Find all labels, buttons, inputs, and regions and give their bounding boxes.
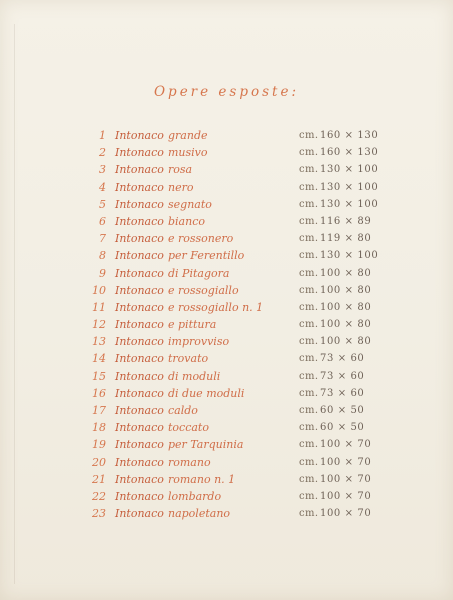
work-dimensions: 60 × 50 xyxy=(320,422,365,434)
work-unit: cm. xyxy=(299,422,319,434)
work-unit: cm. xyxy=(299,370,319,382)
work-row xyxy=(0,436,453,453)
work-title: lombardo xyxy=(168,489,222,503)
work-title: di due moduli xyxy=(168,386,245,400)
work-type: Intonaco xyxy=(115,455,164,469)
work-dimensions: 100 × 80 xyxy=(320,336,372,348)
work-type: Intonaco xyxy=(115,421,164,435)
work-type: Intonaco xyxy=(115,146,164,160)
work-type: Intonaco xyxy=(115,163,164,177)
work-row xyxy=(0,350,453,367)
work-row xyxy=(0,179,453,196)
work-number: 10 xyxy=(92,283,106,297)
work-number: 6 xyxy=(99,214,106,228)
work-type: Intonaco xyxy=(115,472,164,486)
work-title: e rossogiallo n. 1 xyxy=(168,300,264,314)
work-number: 12 xyxy=(92,318,106,332)
work-unit: cm. xyxy=(299,456,319,468)
work-type: Intonaco xyxy=(115,249,164,263)
work-dimensions: 160 × 130 xyxy=(320,130,379,141)
work-number: 5 xyxy=(99,197,106,211)
work-dimensions: 130 × 100 xyxy=(320,198,379,210)
work-number: 17 xyxy=(92,404,106,417)
work-title: musivo xyxy=(168,146,208,160)
work-number: 13 xyxy=(92,335,106,349)
work-dimensions: 116 × 89 xyxy=(320,215,372,227)
work-unit: cm. xyxy=(299,250,319,262)
work-dimensions: 100 × 70 xyxy=(320,439,372,451)
work-dimensions: 100 × 70 xyxy=(320,508,372,520)
work-number: 8 xyxy=(99,249,106,263)
work-number: 18 xyxy=(92,421,106,435)
work-number: 16 xyxy=(92,386,106,400)
work-number: 23 xyxy=(92,507,106,521)
work-unit: cm. xyxy=(299,130,319,141)
work-title: e rossogiallo xyxy=(168,283,239,297)
work-title: segnato xyxy=(168,197,212,211)
work-row xyxy=(0,161,453,178)
work-dimensions: 100 × 70 xyxy=(320,490,372,502)
work-type: Intonaco xyxy=(115,335,164,349)
work-unit: cm. xyxy=(299,147,319,159)
work-row xyxy=(0,265,453,282)
work-title: di Pitagora xyxy=(168,266,230,280)
work-number: 11 xyxy=(92,300,106,314)
work-dimensions: 119 × 80 xyxy=(320,233,372,245)
work-row xyxy=(0,316,453,333)
work-title: romano xyxy=(168,455,211,469)
work-unit: cm. xyxy=(299,473,319,485)
work-row xyxy=(0,419,453,436)
work-row xyxy=(0,385,453,402)
work-type: Intonaco xyxy=(115,232,164,246)
work-unit: cm. xyxy=(299,508,319,520)
work-row xyxy=(0,144,453,161)
work-row xyxy=(0,230,453,247)
work-type: Intonaco xyxy=(115,197,164,211)
work-number: 4 xyxy=(99,180,106,194)
work-type: Intonaco xyxy=(115,489,164,503)
work-dimensions: 130 × 100 xyxy=(320,250,379,262)
work-row xyxy=(0,247,453,264)
work-title: grande xyxy=(168,129,208,142)
work-title: nero xyxy=(168,180,194,194)
work-title: rosa xyxy=(168,163,193,177)
work-title: bianco xyxy=(168,214,205,228)
work-unit: cm. xyxy=(299,353,319,365)
work-unit: cm. xyxy=(299,439,319,451)
work-number: 1 xyxy=(99,129,106,142)
work-type: Intonaco xyxy=(115,386,164,400)
work-type: Intonaco xyxy=(115,266,164,280)
work-title: e rossonero xyxy=(168,232,234,246)
work-dimensions: 60 × 50 xyxy=(320,405,365,416)
work-type: Intonaco xyxy=(115,129,164,142)
work-row xyxy=(0,196,453,213)
work-dimensions: 130 × 100 xyxy=(320,164,379,176)
work-unit: cm. xyxy=(299,387,319,399)
work-number: 22 xyxy=(92,489,106,503)
work-unit: cm. xyxy=(299,267,319,279)
work-row xyxy=(0,488,453,505)
work-dimensions: 100 × 70 xyxy=(320,456,372,468)
work-number: 15 xyxy=(92,369,106,383)
work-title: caldo xyxy=(168,404,198,417)
work-row xyxy=(0,505,453,522)
work-row xyxy=(0,333,453,350)
work-dimensions: 100 × 80 xyxy=(320,319,372,331)
work-dimensions: 73 × 60 xyxy=(320,387,365,399)
work-unit: cm. xyxy=(299,215,319,227)
work-type: Intonaco xyxy=(115,404,164,417)
work-unit: cm. xyxy=(299,181,319,193)
work-unit: cm. xyxy=(299,301,319,313)
work-title: napoletano xyxy=(168,507,231,521)
work-type: Intonaco xyxy=(115,180,164,194)
work-number: 2 xyxy=(99,146,106,160)
work-dimensions: 100 × 80 xyxy=(320,267,372,279)
work-number: 20 xyxy=(92,455,106,469)
work-title: improvviso xyxy=(168,335,230,349)
work-number: 7 xyxy=(99,232,106,246)
work-unit: cm. xyxy=(299,319,319,331)
work-row xyxy=(0,471,453,488)
work-unit: cm. xyxy=(299,336,319,348)
work-unit: cm. xyxy=(299,284,319,296)
work-row xyxy=(0,368,453,385)
work-type: Intonaco xyxy=(115,352,164,366)
work-type: Intonaco xyxy=(115,318,164,332)
work-row xyxy=(0,454,453,471)
work-dimensions: 160 × 130 xyxy=(320,147,379,159)
work-number: 19 xyxy=(92,438,106,452)
work-row xyxy=(0,299,453,316)
work-title: trovato xyxy=(168,352,209,366)
works-list xyxy=(0,127,453,522)
work-dimensions: 130 × 100 xyxy=(320,181,379,193)
page-title: Opere esposte: xyxy=(153,84,299,100)
work-title: toccato xyxy=(168,421,209,435)
work-title: romano n. 1 xyxy=(168,472,236,486)
work-type: Intonaco xyxy=(115,214,164,228)
work-type: Intonaco xyxy=(115,300,164,314)
work-dimensions: 100 × 80 xyxy=(320,301,372,313)
work-row xyxy=(0,402,453,419)
work-unit: cm. xyxy=(299,405,319,416)
work-number: 14 xyxy=(92,352,106,366)
work-row xyxy=(0,127,453,144)
work-title: per Ferentillo xyxy=(168,249,245,263)
work-unit: cm. xyxy=(299,490,319,502)
work-row xyxy=(0,282,453,299)
work-title: per Tarquinia xyxy=(168,438,244,452)
work-unit: cm. xyxy=(299,198,319,210)
work-dimensions: 100 × 70 xyxy=(320,473,372,485)
work-unit: cm. xyxy=(299,164,319,176)
work-type: Intonaco xyxy=(115,438,164,452)
work-type: Intonaco xyxy=(115,507,164,521)
work-number: 21 xyxy=(92,472,106,486)
work-title: di moduli xyxy=(168,369,221,383)
work-title: e pittura xyxy=(168,318,217,332)
work-unit: cm. xyxy=(299,233,319,245)
work-dimensions: 73 × 60 xyxy=(320,370,365,382)
work-dimensions: 100 × 80 xyxy=(320,284,372,296)
work-number: 9 xyxy=(99,266,106,280)
work-number: 3 xyxy=(99,163,106,177)
work-dimensions: 73 × 60 xyxy=(320,353,365,365)
work-type: Intonaco xyxy=(115,369,164,383)
work-type: Intonaco xyxy=(115,283,164,297)
work-row xyxy=(0,213,453,230)
